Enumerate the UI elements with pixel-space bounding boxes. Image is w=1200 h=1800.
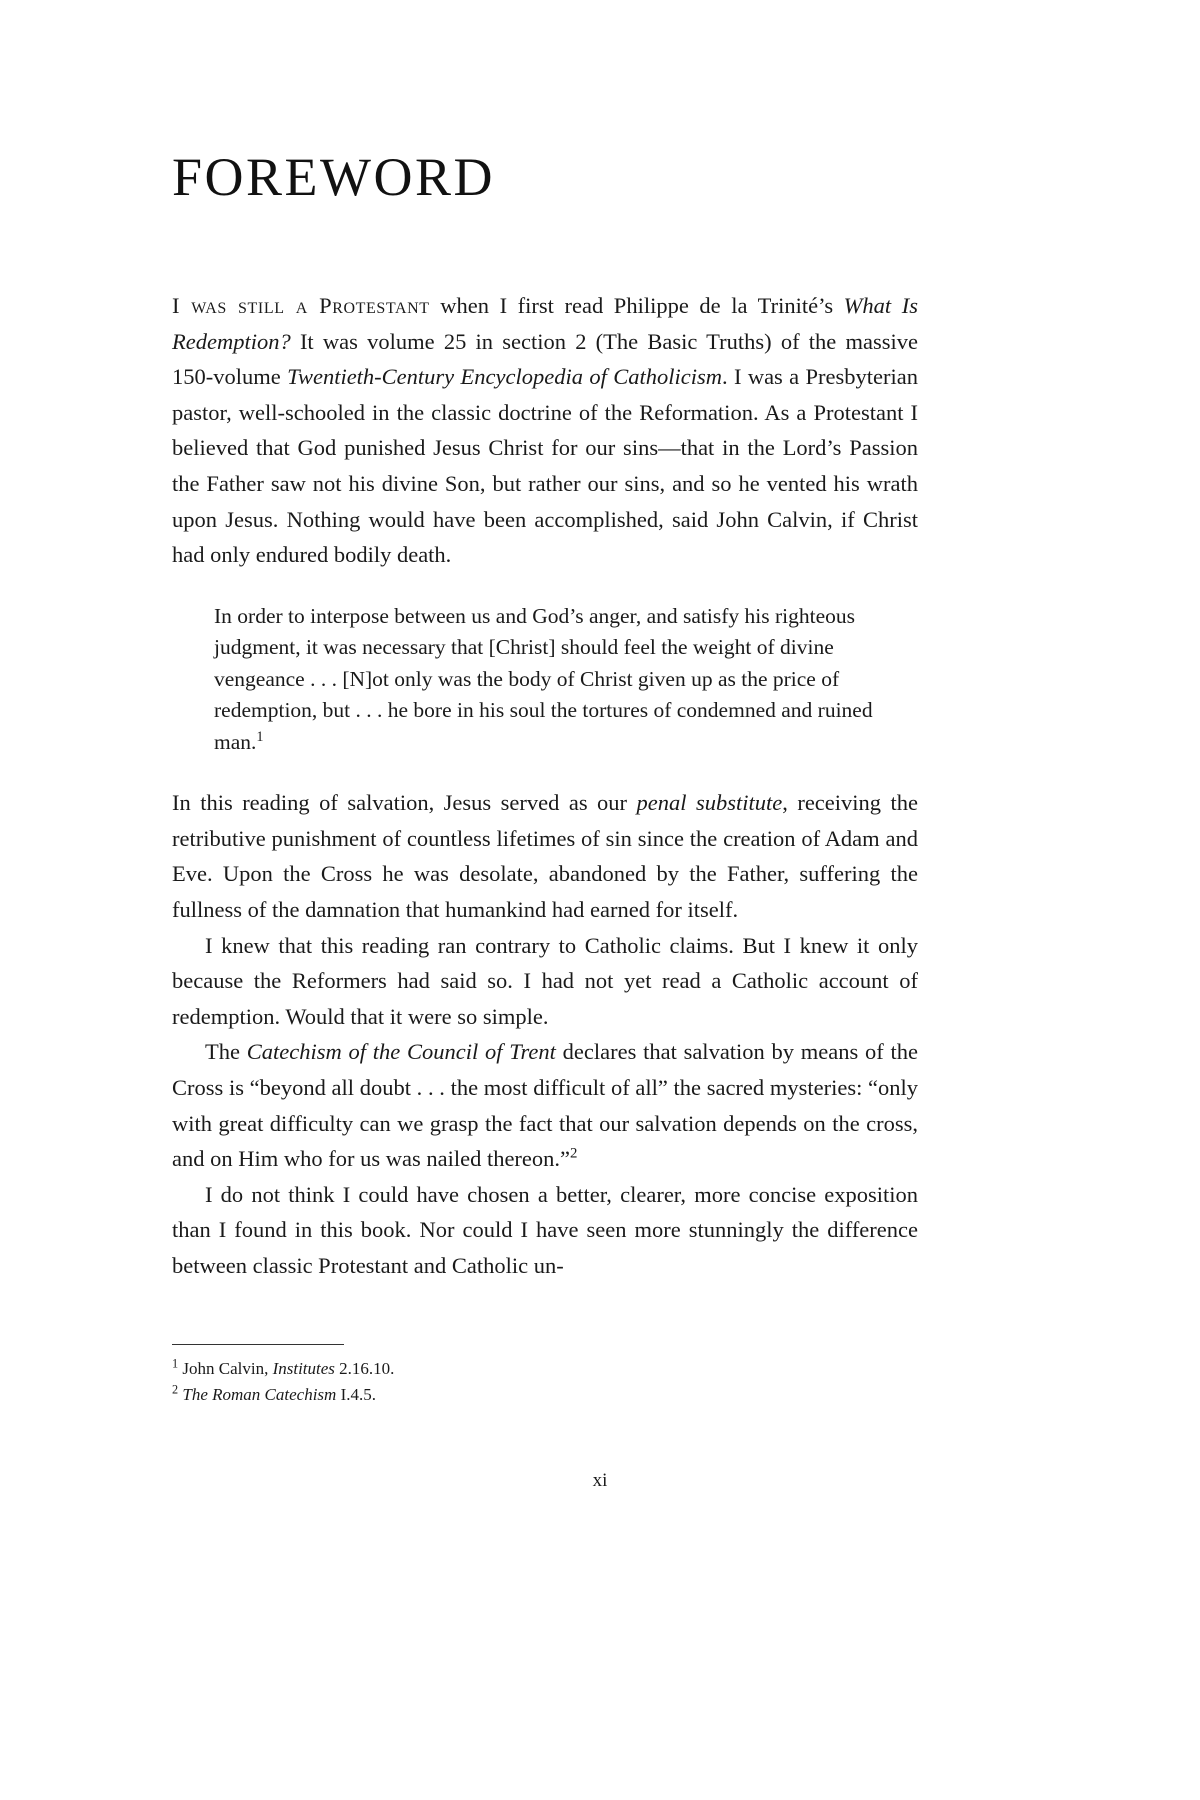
- footnote-2: [172, 1382, 918, 1408]
- title-catechism-of-trent: Catechism of the Council of Trent: [246, 1039, 556, 1065]
- footnote-title-institutes: Institutes: [272, 1359, 335, 1378]
- title-encyclopedia: Twentieth-Century Encyclopedia of Catholicism: [287, 364, 722, 390]
- footnote-text-run: I.4.5.: [336, 1385, 376, 1404]
- footnote-title-roman-catechism: The Roman Catechism: [182, 1385, 337, 1404]
- paragraph-exposition: [172, 1177, 918, 1284]
- opening-small-caps: I was still a Protestant: [172, 293, 430, 318]
- paragraph-text-run: when I first read Philippe de la Trinité’s: [429, 293, 844, 318]
- title-what-is-redemption: What Is Redemption?: [172, 293, 919, 354]
- footnote-separator-rule: [172, 1344, 344, 1345]
- footnote-ref-2[interactable]: 2: [570, 1145, 578, 1162]
- paragraph-text-run: declares that salvation by means of the Cross is “beyond all doubt . . . the most difficult of all” the sacred mysteries: “only with great difficulty can we grasp the fact that our salvation depends on the cross, and on Him who for us was nailed thereon.”: [172, 1039, 919, 1172]
- paragraph-text-run: . I was a Presbyterian pastor, well-schooled in the classic doctrine of the Reformation. As a Protestant I believed that God punished Jesus Christ for our sins—that in the Lord’s Passion the Father saw not his divine Son, but rather our sins, and so he vented his wrath upon Jesus. Nothing would have been accomplished, said John Calvin, if Christ had only endured bodily death.: [172, 364, 918, 568]
- footnote-text-run: 2.16.10.: [334, 1359, 395, 1378]
- footnote-ref-1[interactable]: 1: [256, 728, 264, 745]
- footnotes-area: [172, 1344, 918, 1408]
- paragraph-opening: [172, 288, 918, 573]
- term-penal-substitute: penal substitute: [636, 790, 783, 816]
- footnote-number-2: 2: [172, 1382, 179, 1397]
- paragraph-text-run: In this reading of salvation, Jesus served as our: [172, 790, 637, 816]
- paragraph-text-run: , receiving the retributive punishment of countless lifetimes of sin since the creation of Adam and Eve. Upon the Cross he was desolate, abandoned by the Father, suffering the fullness of the damnation that humankind had earned for itself.: [172, 790, 918, 923]
- paragraph-catechism-trent: [172, 1034, 918, 1176]
- footnote-1: [172, 1356, 918, 1382]
- footnote-text-run: John Calvin,: [178, 1359, 273, 1378]
- page-number: xi: [592, 1470, 608, 1491]
- paragraph-text-run: I knew that this reading ran contrary to Catholic claims. But I knew it only because the Reformers had said so. I had not yet read a Catholic account of redemption. Would that it were so simple.: [172, 932, 918, 1029]
- paragraph-catholic-claims: [172, 928, 918, 1035]
- block-quotation: [172, 601, 918, 759]
- footnote-number-1: 1: [172, 1356, 179, 1371]
- page-title: FOREWORD: [172, 147, 496, 207]
- paragraph-text-run: I do not think I could have chosen a better, clearer, more concise exposition than I found in this book. Nor could I have seen more stunningly the difference between classic Protestant and Catholic un-: [172, 1181, 918, 1278]
- paragraph-text-run: It was volume 25 in section 2 (The Basic Truths) of the massive 150-volume: [172, 328, 918, 390]
- page-content: [172, 0, 918, 1284]
- paragraph-text-run: The: [205, 1039, 247, 1065]
- paragraph-penal-substitute: [172, 785, 918, 927]
- quotation-text: In order to interpose between us and God’s anger, and satisfy his righteous judgment, it was necessary that [Christ] should feel the weight of divine vengeance . . . [N]ot only was the body of Christ given up as the price of redemption, but . . . he bore in his soul the tortures of condemned and ruined man.: [214, 603, 873, 754]
